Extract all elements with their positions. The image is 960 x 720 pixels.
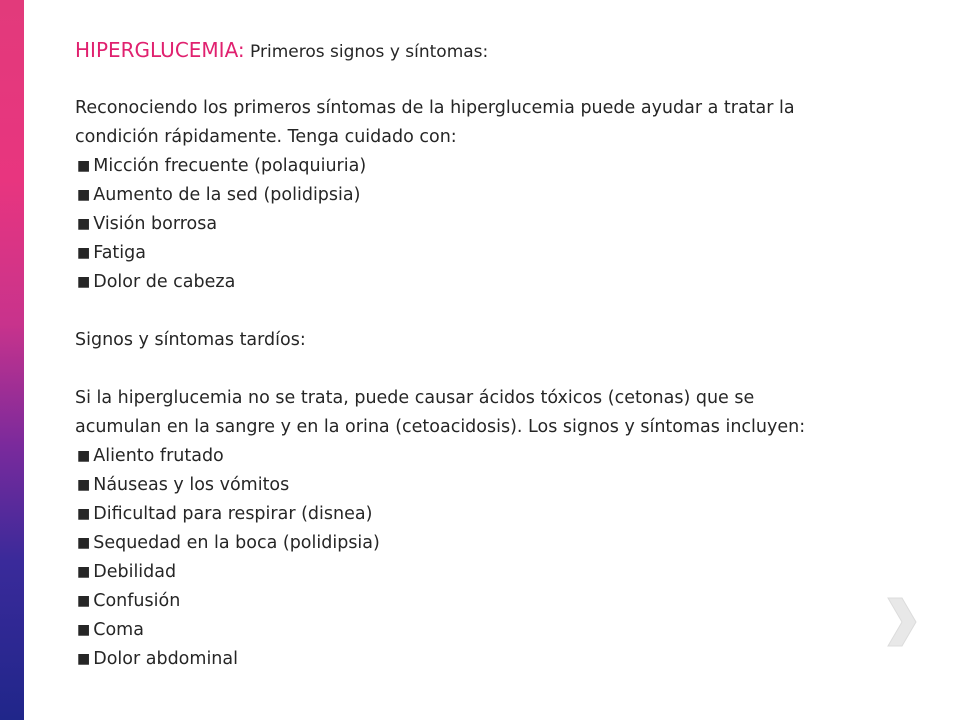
list-item: [75, 529, 915, 558]
list-item: [75, 645, 915, 674]
bullet-icon: ■: [77, 506, 91, 522]
list-item: [75, 616, 915, 645]
bullet-icon: ■: [77, 593, 91, 609]
list-item-text: Náuseas y los vómitos: [93, 475, 290, 495]
spacer: [75, 297, 915, 326]
early-symptoms-list: [75, 152, 915, 297]
list-item-text: Dolor de cabeza: [93, 272, 236, 292]
list-item: [75, 268, 915, 297]
list-item: [75, 500, 915, 529]
bullet-icon: ■: [77, 564, 91, 580]
list-item: [75, 181, 915, 210]
list-item: [75, 442, 915, 471]
slide-content: [75, 36, 915, 674]
list-item-text: Dolor abdominal: [93, 649, 238, 669]
title-subtitle: Primeros signos y síntomas:: [244, 42, 489, 62]
list-item-text: Aliento frutado: [93, 446, 224, 466]
next-slide-button[interactable]: [880, 592, 920, 652]
spacer: [75, 65, 915, 94]
list-item-text: Aumento de la sed (polidipsia): [93, 185, 361, 205]
late-intro-line-2: acumulan en la sangre y en la orina (cetoacidosis). Los signos y síntomas incluyen:: [75, 417, 806, 437]
list-item: [75, 587, 915, 616]
bullet-icon: ■: [77, 477, 91, 493]
spacer: [75, 355, 915, 384]
late-symptoms-list: [75, 442, 915, 674]
bullet-icon: ■: [77, 448, 91, 464]
list-item-text: Confusión: [93, 591, 181, 611]
bullet-icon: ■: [77, 274, 91, 290]
bullet-icon: ■: [77, 158, 91, 174]
intro-line-2: condición rápidamente. Tenga cuidado con:: [75, 127, 457, 147]
bullet-icon: ■: [77, 216, 91, 232]
intro-line-1: Reconociendo los primeros síntomas de la hiperglucemia puede ayudar a tratar la: [75, 98, 795, 118]
late-intro-line-1: Si la hiperglucemia no se trata, puede causar ácidos tóxicos (cetonas) que se: [75, 388, 755, 408]
list-item-text: Fatiga: [93, 243, 146, 263]
list-item-text: Micción frecuente (polaquiuria): [93, 156, 367, 176]
bullet-icon: ■: [77, 622, 91, 638]
list-item: [75, 239, 915, 268]
list-item-text: Coma: [93, 620, 144, 640]
bullet-icon: ■: [77, 245, 91, 261]
list-item-text: Visión borrosa: [93, 214, 218, 234]
bullet-icon: ■: [77, 535, 91, 551]
list-item: [75, 210, 915, 239]
decorative-gradient-bar: [0, 0, 24, 720]
chevron-right-icon: [880, 592, 920, 652]
list-item-text: Sequedad en la boca (polidipsia): [93, 533, 380, 553]
slide-title: [75, 36, 915, 65]
list-item: [75, 558, 915, 587]
late-symptoms-heading: Signos y síntomas tardíos:: [75, 330, 306, 350]
list-item-text: Debilidad: [93, 562, 177, 582]
bullet-icon: ■: [77, 651, 91, 667]
list-item-text: Dificultad para respirar (disnea): [93, 504, 373, 524]
list-item: [75, 471, 915, 500]
bullet-icon: ■: [77, 187, 91, 203]
list-item: [75, 152, 915, 181]
title-keyword: HIPERGLUCEMIA:: [75, 38, 245, 62]
